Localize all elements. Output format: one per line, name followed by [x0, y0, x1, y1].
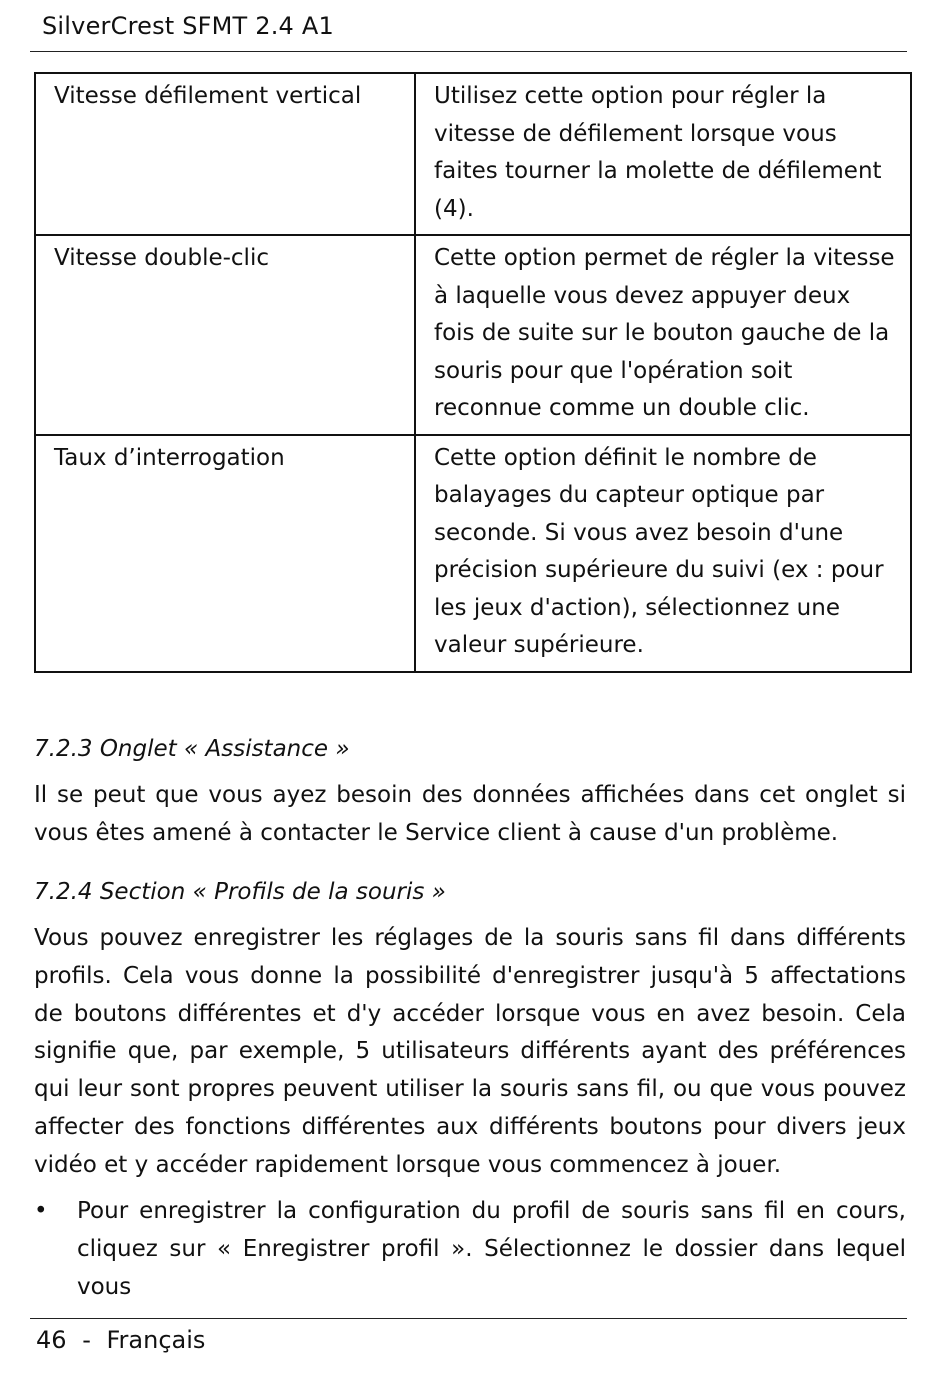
- row-label: Vitesse double-clic: [35, 235, 415, 435]
- row-description: Cette option définit le nombre de balayages du capteur optique par seconde. Si vous avez besoin d'une précision supérieure du suivi (ex : pour les jeux d'action), sélectionnez une valeur supérieure.: [415, 435, 911, 672]
- settings-table: [34, 72, 912, 673]
- page-number: 46: [36, 1326, 67, 1354]
- footer-separator: -: [82, 1326, 91, 1354]
- bullet-text: Pour enregistrer la configuration du profil de souris sans fil en cours, cliquez sur « Enregistrer profil ». Sélectionnez le dossier dans lequel vous: [77, 1198, 906, 1300]
- row-description: Utilisez cette option pour régler la vitesse de défilement lorsque vous faites tourner la molette de défilement (4).: [415, 73, 911, 235]
- footer-language: Français: [106, 1326, 206, 1354]
- footer-divider: [30, 1318, 907, 1319]
- running-header: [42, 12, 334, 40]
- section-profiles: [34, 876, 906, 1185]
- row-description: Cette option permet de régler la vitesse à laquelle vous devez appuyer deux fois de suite sur le bouton gauche de la souris pour que l'opération soit reconnue comme un double clic.: [415, 235, 911, 435]
- table-row: [35, 235, 911, 435]
- section-heading: 7.2.4 Section « Profils de la souris »: [34, 879, 446, 905]
- section-heading: 7.2.3 Onglet « Assistance »: [34, 736, 350, 762]
- row-label: Vitesse défilement vertical: [35, 73, 415, 235]
- section-paragraph: Vous pouvez enregistrer les réglages de la souris sans fil dans différents profils. Cela vous donne la possibilité d'enregistrer jusqu'à 5 affectations de boutons différentes et d'y accéder lorsque vous en avez besoin. Cela signifie que, par exemple, 5 utilisateurs différents ayant des préférences qui leur sont propres peuvent utiliser la souris sans fil, ou que vous pouvez affecter des fonctions différentes aux différents boutons pour divers jeux vidéo et y accéder rapidement lorsque vous commencez à jouer.: [34, 925, 906, 1178]
- section-paragraph: Il se peut que vous ayez besoin des données affichées dans cet onglet si vous êtes amené à contacter le Service client à cause d'un problème.: [34, 782, 906, 846]
- section-assistance: [34, 733, 906, 853]
- header-divider: [30, 51, 907, 52]
- bullet-item: [34, 1193, 906, 1306]
- table-row: [35, 73, 911, 235]
- bullet-symbol: •: [34, 1198, 48, 1224]
- document-title: SilverCrest SFMT 2.4 A1: [42, 12, 334, 40]
- table-row: [35, 435, 911, 672]
- page-footer: [36, 1326, 205, 1354]
- row-label: Taux d’interrogation: [35, 435, 415, 672]
